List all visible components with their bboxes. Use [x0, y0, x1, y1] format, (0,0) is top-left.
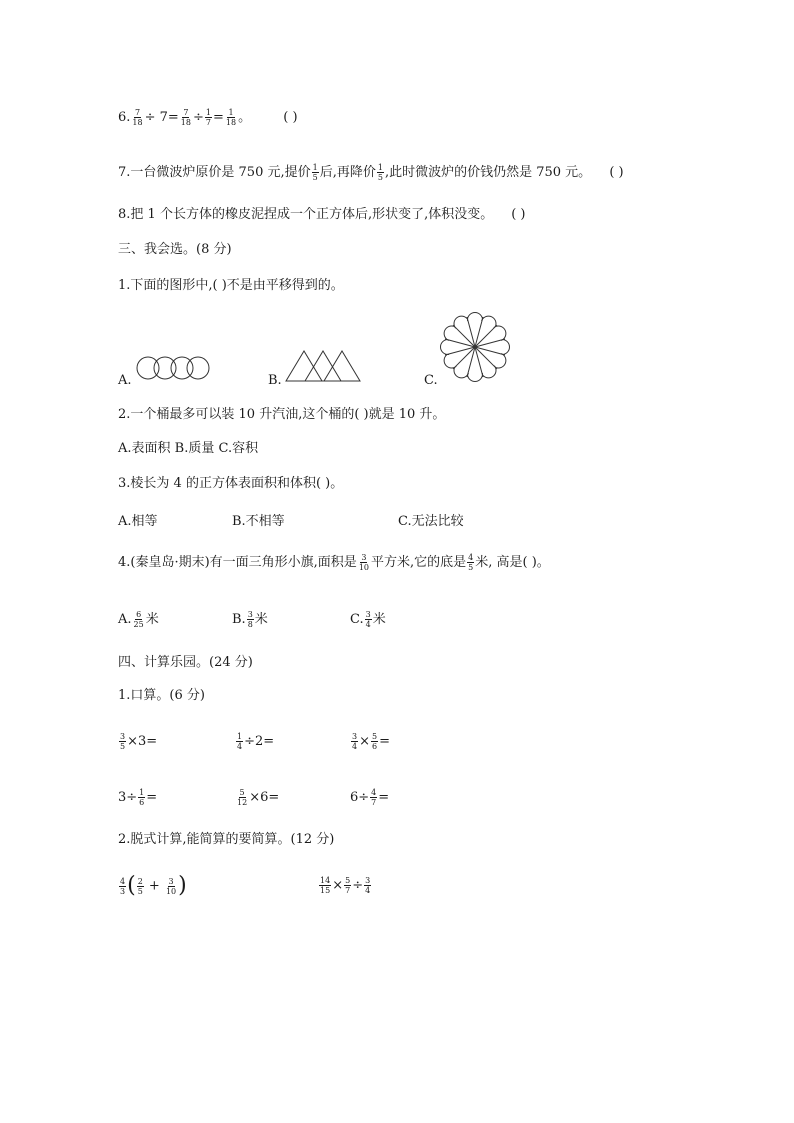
q4-option-b[interactable]: B. $\frac{3}{8}$ 米	[232, 610, 268, 629]
q3-option-c[interactable]: C.无法比较	[398, 514, 464, 529]
oral-calc-1: $\frac{3}{5}$ ×3=	[120, 732, 158, 751]
choice-question-4: 4.(秦皇岛·期末)有一面三角形小旗,面积是 $\frac{3}{10}$ 平方米,它的底是 $\frac{4}{5}$ 米, 高是( )。	[118, 553, 550, 572]
oral-calc-3: $\frac{3}{4}$ × $\frac{5}{6}$ =	[352, 732, 390, 751]
step-calc-title: 2.脱式计算,能简算的要简算。(12 分)	[118, 832, 335, 847]
four-circles-figure	[136, 356, 211, 382]
oral-calc-title: 1.口算。(6 分)	[118, 688, 205, 703]
step-calc-2: $\frac{14}{15}$ × $\frac{5}{7}$ ÷ $\frac{3}{4}$	[320, 876, 371, 895]
choice-question-3: 3.棱长为 4 的正方体表面积和体积( )。	[118, 476, 344, 491]
answer-paren[interactable]: ( )	[283, 110, 298, 125]
oral-calc-6: 6÷ $\frac{4}{7}$ =	[350, 788, 390, 807]
tf-question-7: 7.一台微波炉原价是 750 元,提价 $\frac{1}{5}$ 后,再降价 $\frac{1}{5}$ ,此时微波炉的价钱仍然是 750 元。 ( )	[118, 163, 624, 182]
q3-option-a[interactable]: A.相等	[118, 514, 158, 529]
oral-calc-2: $\frac{1}{4}$ ÷2=	[237, 732, 275, 751]
triangles-figure	[285, 350, 365, 384]
option-c-label[interactable]: C.	[424, 373, 438, 388]
q4-option-c[interactable]: C. $\frac{3}{4}$ 米	[350, 610, 386, 629]
step-calc-1: $\frac{4}{3}$ ( $\frac{2}{5}$ + $\frac{3}{10}$ )	[120, 873, 187, 898]
q4-option-a[interactable]: A. $\frac{6}{25}$ 米	[118, 610, 159, 629]
tf-question-8: 8.把 1 个长方体的橡皮泥捏成一个正方体后,形状变了,体积没变。 ( )	[118, 207, 526, 222]
option-b-label[interactable]: B.	[268, 373, 282, 388]
oral-calc-5: $\frac{5}{12}$ ×6=	[237, 788, 280, 807]
section-4-title: 四、计算乐园。(24 分)	[118, 655, 253, 670]
choice-question-2-options[interactable]: A.表面积 B.质量 C.容积	[118, 441, 259, 456]
choice-question-2: 2.一个桶最多可以装 10 升汽油,这个桶的( )就是 10 升。	[118, 407, 446, 422]
section-3-title: 三、我会选。(8 分)	[118, 242, 232, 257]
option-a-label[interactable]: A.	[118, 373, 132, 388]
q3-option-b[interactable]: B.不相等	[232, 514, 285, 529]
tf-question-6: 6. $\frac{7}{18}$ ÷ 7= $\frac{7}{18}$ ÷ $\frac{1}{7}$ = $\frac{1}{18}$ 。 ( )	[118, 108, 298, 127]
flower-figure	[441, 313, 509, 381]
oral-calc-4: 3÷ $\frac{1}{6}$ =	[118, 788, 158, 807]
answer-paren[interactable]: ( )	[511, 207, 526, 222]
choice-question-1: 1.下面的图形中,( )不是由平移得到的。	[118, 278, 344, 293]
answer-paren[interactable]: ( )	[609, 165, 624, 180]
